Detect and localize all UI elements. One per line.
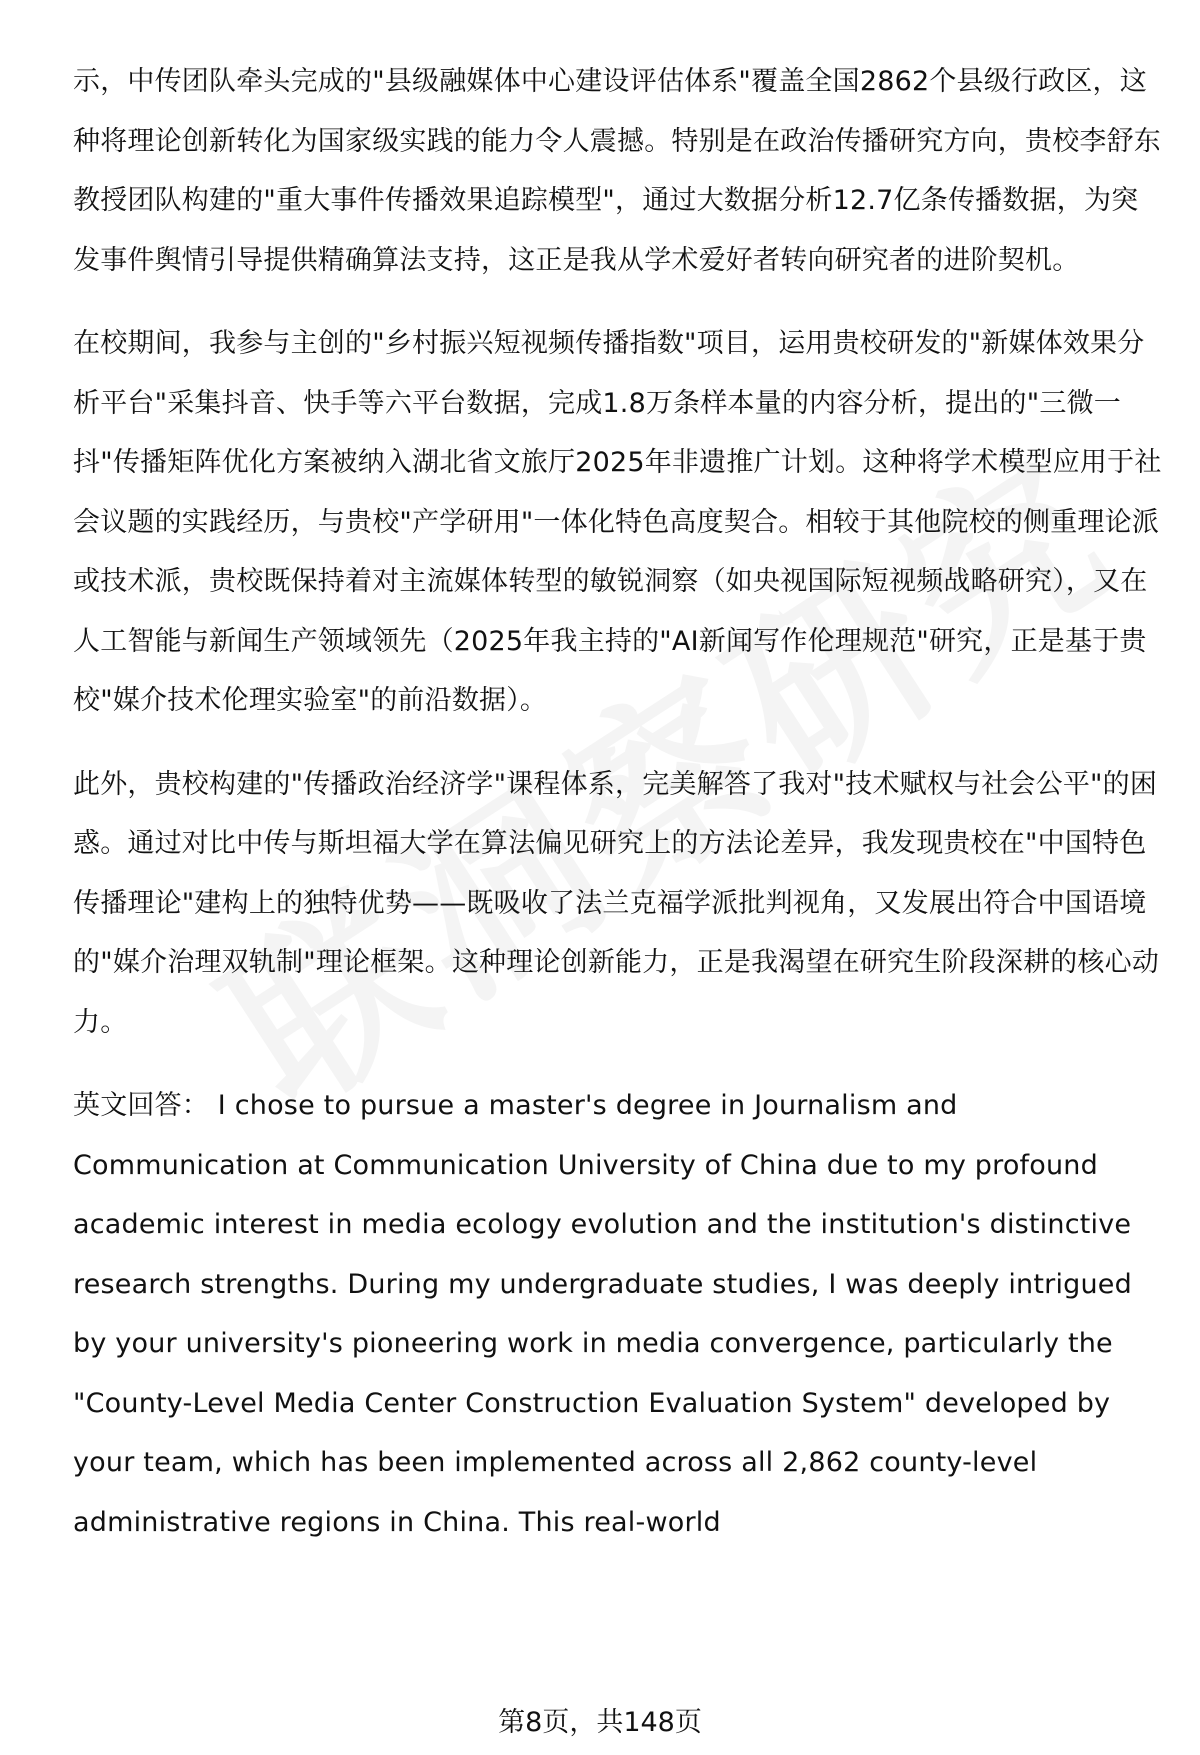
english-answer-paragraph: 英文回答： I chose to pursue a master's degree in Journalism and Communication at Communication University of China due to my profound academic interest in media ecology evolution and the institution's distinctive research strengths. During my undergraduate studies, I was deeply intrigued by your university's pioneering work in media convergence, particularly the "County-Level Media Center Construction Evaluation System" developed by your team, which has been implemented across all 2,862 county-level administrative regions in China. This real-world xyxy=(73,1090,1132,1538)
document-body xyxy=(73,52,1163,1576)
page-number-footer: 第8页，共148页 xyxy=(498,1707,702,1738)
paragraph-3: 此外，贵校构建的"传播政治经济学"课程体系，完美解答了我对"技术赋权与社会公平"的困惑。通过对比中传与斯坦福大学在算法偏见研究上的方法论差异，我发现贵校在"中国特色传播理论"建构上的独特优势——既吸收了法兰克福学派批判视角，又发展出符合中国语境的"媒介治理双轨制"理论框架。这种理论创新能力，正是我渴望在研究生阶段深耕的核心动力。 xyxy=(73,768,1160,1038)
paragraph-1: 示，中传团队牵头完成的"县级融媒体中心建设评估体系"覆盖全国2862个县级行政区，这种将理论创新转化为国家级实践的能力令人震撼。特别是在政治传播研究方向，贵校李舒东教授团队构建的"重大事件传播效果追踪模型"，通过大数据分析12.7亿条传播数据，为突发事件舆情引导提供精确算法支持，这正是我从学术爱好者转向研究者的进阶契机。 xyxy=(73,66,1161,276)
paragraph-2: 在校期间，我参与主创的"乡村振兴短视频传播指数"项目，运用贵校研发的"新媒体效果分析平台"采集抖音、快手等六平台数据，完成1.8万条样本量的内容分析，提出的"三微一抖"传播矩阵优化方案被纳入湖北省文旅厅2025年非遗推广计划。这种将学术模型应用于社会议题的实践经历，与贵校"产学研用"一体化特色高度契合。相较于其他院校的侧重理论派或技术派，贵校既保持着对主流媒体转型的敏锐洞察（如央视国际短视频战略研究），又在人工智能与新闻生产领域领先（2025年我主持的"AI新闻写作伦理规范"研究，正是基于贵校"媒介技术伦理实验室"的前沿数据）。 xyxy=(73,328,1162,716)
